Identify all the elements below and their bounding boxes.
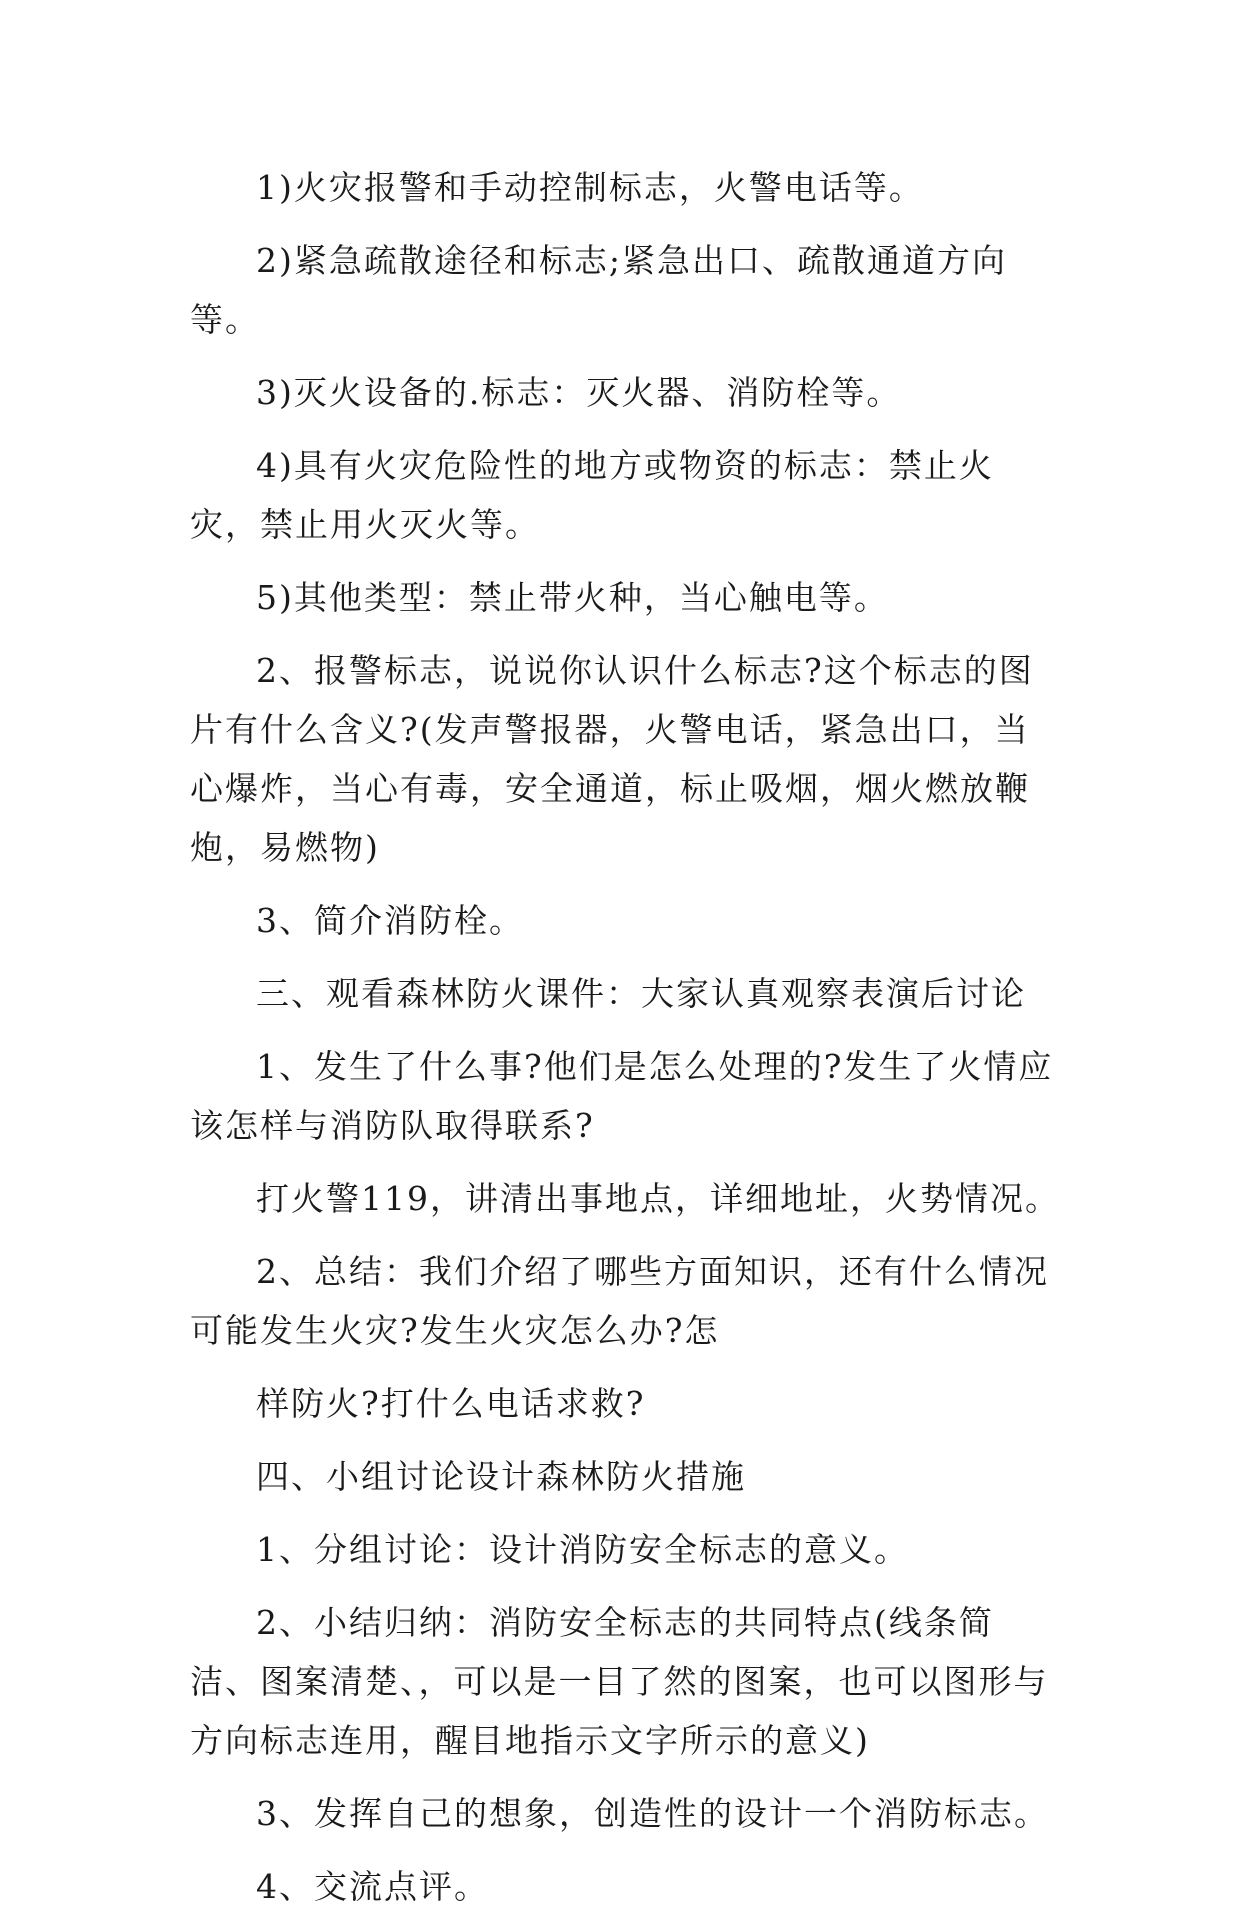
paragraph: 5)其他类型：禁止带火种，当心触电等。 <box>256 578 889 617</box>
paragraph: 1、分组讨论：设计消防安全标志的意义。 <box>256 1530 909 1569</box>
paragraph: 2、总结：我们介绍了哪些方面知识，还有什么情况可能发生火灾?发生火灾怎么办?怎 <box>190 1252 1049 1350</box>
paragraph: 3、发挥自己的想象，创造性的设计一个消防标志。 <box>256 1794 1049 1833</box>
paragraph: 2、报警标志，说说你认识什么标志?这个标志的图片有什么含义?(发声警报器，火警电话，紧急出口，当心爆炸，当心有毒，安全通道，标止吸烟，烟火燃放鞭炮，易燃物) <box>190 651 1034 867</box>
paragraph: 4、交流点评。 <box>256 1867 489 1906</box>
section-heading: 三、观看森林防火课件：大家认真观察表演后讨论 <box>256 974 1026 1013</box>
paragraph: 2)紧急疏散途径和标志;紧急出口、疏散通道方向等。 <box>190 241 1007 339</box>
paragraph: 3)灭火设备的.标志：灭火器、消防栓等。 <box>256 373 902 412</box>
paragraph: 3、简介消防栓。 <box>256 901 524 940</box>
paragraph: 4)具有火灾危险性的地方或物资的标志：禁止火灾，禁止用火灭火等。 <box>190 446 994 544</box>
section-heading: 四、小组讨论设计森林防火措施 <box>256 1457 746 1496</box>
paragraph: 样防火?打什么电话求救? <box>256 1384 646 1423</box>
paragraph: 2、小结归纳：消防安全标志的共同特点(线条简洁、图案清楚、，可以是一目了然的图案，也可以图形与方向标志连用，醒目地指示文字所示的意义) <box>190 1603 1049 1760</box>
paragraph: 打火警119，讲清出事地点，详细地址，火势情况。 <box>256 1179 1060 1218</box>
document-body <box>190 158 1060 1930</box>
paragraph: 1、发生了什么事?他们是怎么处理的?发生了火情应该怎样与消防队取得联系? <box>190 1047 1054 1145</box>
paragraph: 1)火灾报警和手动控制标志，火警电话等。 <box>256 168 924 207</box>
